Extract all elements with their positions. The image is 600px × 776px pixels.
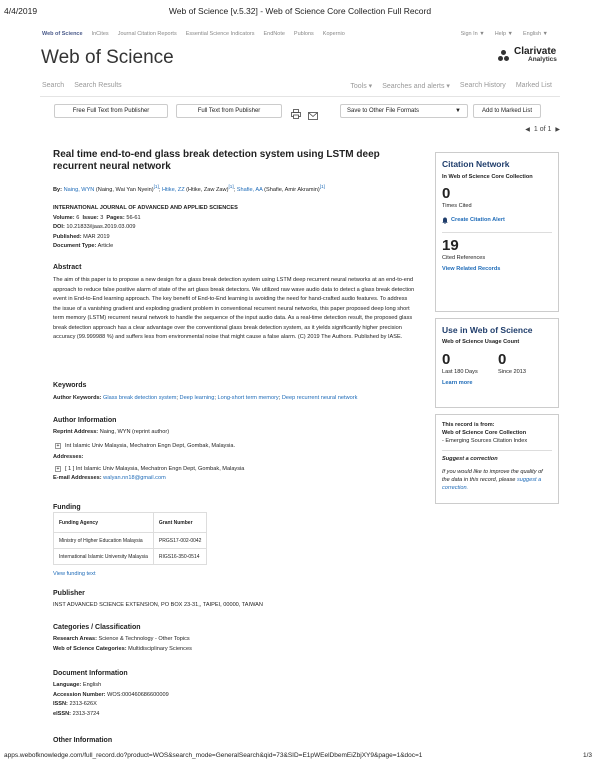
accession-number: Accession Number: WOS:000460686600009	[53, 691, 169, 698]
clarivate-name: Clarivate	[514, 46, 557, 57]
footer-url: apps.webofknowledge.com/full_record.do?product=WOS&search_mode=GeneralSearch&qid=73&SID=E1pWEelDbemEiZbjXY9&page=1&doc=1	[4, 752, 423, 759]
divider	[40, 96, 560, 97]
usage-panel	[435, 318, 559, 408]
publisher-text: INST ADVANCED SCIENCE EXTENSION, PO BOX 23-31,, TAIPEI, 00000, TAIWAN	[53, 602, 263, 608]
reprint-address-line: + Int Islamic Univ Malaysia, Mechatron Engn Dept, Gombak, Malaysia.	[56, 442, 236, 449]
chevron-down-icon: ▼	[455, 108, 461, 114]
usage-subhead: Web of Science Usage Count	[442, 339, 520, 345]
grant-number-header: Grant Number	[153, 513, 207, 533]
sub-navigation	[350, 82, 552, 90]
page-count: 1 of 1	[533, 126, 552, 133]
topnav-esi[interactable]: Essential Science Indicators	[185, 31, 255, 37]
email-addresses: E-mail Addresses: walyan.nn18@gmail.com	[53, 475, 166, 481]
email-icon[interactable]	[308, 107, 318, 125]
abstract-heading: Abstract	[53, 264, 82, 271]
table-row: Ministry of Higher Education Malaysia PRGS17-002-0042	[54, 533, 207, 549]
author-link[interactable]: Htike, ZZ	[161, 186, 185, 193]
print-date: 4/4/2019	[4, 6, 38, 16]
brand-title[interactable]: Web of Science	[41, 47, 174, 68]
keyword-link[interactable]: Long-short term memory	[217, 395, 279, 401]
citation-network-subhead: In Web of Science Core Collection	[442, 174, 533, 180]
address-line: + [ 1 ] Int Islamic Univ Malaysia, Mechatron Engn Dept, Gombak, Malaysia	[56, 465, 245, 472]
eissn: eISSN: 2313-3724	[53, 710, 100, 717]
free-full-text-button[interactable]: Free Full Text from Publisher	[54, 104, 168, 118]
breadcrumb	[42, 82, 122, 89]
topnav-jcr[interactable]: Journal Citation Reports	[117, 31, 177, 37]
language: Language: English	[53, 682, 102, 688]
expand-icon[interactable]: +	[56, 465, 60, 472]
top-navigation	[42, 31, 345, 37]
abstract-text: The aim of this paper is to propose a new design for a glass break detection system using LSTM deep recurrent neural networks at an end-to-end approach to reduce false positive alarm of state of the art glass break detectors. We utilized raw wave audio data to detect a glass break detection event in End-to-End learning approach. The key benefit of End-to-End learning is avoiding the need for hand-crafted audio features. To address the issue of a vanishing gradient and exploding gradient problem in conventional recurrent neural networks, this paper proposed deep long short term memory (LSTM) recurrent neural network to handle the sequence of the input audio data. As a real-time detection result, the proposed glass break detection approach has a clear advantage over the conventional glass break detection system, as it yields significantly higher precision accuracy (99.999988 %) and suffers less from environmental noise that might cause a false alarm. (C) 2019 The Authors. Published by IASE.	[53, 277, 415, 340]
categories-info	[53, 635, 423, 654]
wos-categories: Web of Science Categories: Multidisciplinary Sciences	[53, 645, 192, 652]
topnav-web-of-science[interactable]: Web of Science	[42, 31, 83, 37]
previous-icon[interactable]: ◀	[525, 127, 530, 133]
record-title: Real time end-to-end glass break detection system using LSTM deep recurrent neural network	[53, 149, 380, 172]
export-format-select[interactable]	[340, 104, 468, 118]
create-citation-alert-link[interactable]: Create Citation Alert	[442, 216, 552, 226]
bell-icon	[442, 217, 448, 224]
author-link[interactable]: Shafie, AA	[236, 186, 263, 193]
funding-agency-header: Funding Agency	[54, 513, 154, 533]
usage-heading: Use in Web of Science	[442, 325, 533, 335]
record-from-index: - Emerging Sources Citation Index	[442, 438, 528, 444]
other-info-heading: Other Information	[53, 737, 113, 744]
citation-network-heading: Citation Network	[442, 159, 510, 169]
record-from-label: This record is from:	[442, 422, 495, 428]
table-row: International Islamic University Malaysia RIGS16-350-0514	[54, 549, 207, 565]
categories-heading: Categories / Classification	[53, 624, 141, 631]
source-info	[53, 204, 423, 252]
table-header-row	[54, 513, 207, 533]
since-2013-label: Since 2013	[498, 368, 526, 375]
topnav-kopernio[interactable]: Kopernio	[322, 31, 345, 37]
search-history-link[interactable]: Search History	[459, 82, 506, 89]
footer-page-number: 1/3	[582, 752, 592, 759]
record-pager	[525, 126, 560, 133]
issn: ISSN: 2313-626X	[53, 701, 97, 707]
clarivate-logo[interactable]	[498, 48, 557, 64]
last-180-days-count: 0	[442, 350, 451, 368]
author-keywords: Author Keywords: Glass break detection system; Deep learning; Long-short term memory; Deep recurrent neural network	[53, 395, 358, 401]
times-cited-label: Times Cited	[442, 202, 472, 209]
add-to-marked-list-button[interactable]: Add to Marked List	[473, 104, 541, 118]
keyword-link[interactable]: Deep recurrent neural network	[281, 395, 358, 401]
next-icon[interactable]: ▶	[555, 127, 560, 133]
record-source-panel	[435, 414, 559, 504]
times-cited-count[interactable]: 0	[442, 184, 451, 202]
research-areas: Research Areas: Science & Technology - Other Topics	[53, 636, 190, 642]
addresses-label: Addresses:	[53, 454, 84, 460]
published-date: Published: MAR 2019	[53, 233, 110, 240]
funding-heading: Funding	[53, 504, 81, 511]
view-funding-text-link[interactable]: View funding text	[53, 571, 96, 577]
keyword-link[interactable]: Glass break detection system	[103, 395, 177, 401]
document-info-heading: Document Information	[53, 670, 128, 677]
tools-menu[interactable]: Tools ▾	[350, 83, 373, 90]
suggest-correction-text: If you would like to improve the quality of the data in this record, please suggest a correction.	[442, 468, 543, 491]
top-right-links	[461, 31, 548, 37]
document-info	[53, 681, 423, 719]
last-180-days-label: Last 180 Days	[442, 368, 478, 375]
author-info	[53, 428, 423, 484]
cited-references-count[interactable]: 19	[442, 236, 459, 254]
breadcrumb-search[interactable]: Search	[42, 82, 65, 89]
record-from-collection: Web of Science Core Collection	[442, 430, 527, 436]
author-ref[interactable]: [1]	[153, 184, 159, 189]
publisher-heading: Publisher	[53, 590, 85, 597]
topnav-incites[interactable]: InCites	[91, 31, 109, 37]
searches-alerts-menu[interactable]: Searches and alerts ▾	[382, 83, 450, 90]
citation-network-panel	[435, 152, 559, 312]
print-title: Web of Science [v.5.32] - Web of Science Core Collection Full Record	[168, 6, 432, 16]
keyword-link[interactable]: Deep learning	[179, 395, 215, 401]
document-type: Document Type: Article	[53, 243, 114, 249]
clarivate-sub: Analytics	[528, 56, 557, 63]
reprint-address: Reprint Address: Naing, WYN (reprint author)	[53, 429, 170, 435]
full-text-button[interactable]: Full Text from Publisher	[176, 104, 282, 118]
export-format-value: Save to Other File Formats	[347, 108, 420, 114]
keywords-heading: Keywords	[53, 382, 87, 389]
print-icon[interactable]	[291, 106, 301, 124]
since-2013-count: 0	[498, 350, 507, 368]
author-link[interactable]: Naing, WYN	[63, 186, 95, 193]
email-link[interactable]: walyan.nn18@gmail.com	[103, 475, 166, 481]
author-ref[interactable]: [1]	[319, 184, 325, 189]
authors-line: By: Naing, WYN (Naing, Wai Yan Nyein)[1]; Htike, ZZ (Htike, Zaw Zaw)[1]; Shafie, AA (Shafie, Amir Akramin)[1]	[53, 184, 325, 193]
marked-list-link[interactable]: Marked List	[515, 82, 552, 89]
suggest-correction-heading: Suggest a correction	[442, 456, 498, 462]
expand-icon[interactable]: +	[56, 442, 60, 449]
topnav-endnote[interactable]: EndNote	[263, 31, 285, 37]
cited-references-label: Cited References	[442, 254, 486, 261]
language-menu[interactable]: English ▼	[522, 31, 548, 37]
author-info-heading: Author Information	[53, 417, 117, 424]
doi: DOI: 10.21833/ijaas.2019.03.009	[53, 224, 136, 230]
funding-table	[53, 512, 207, 565]
view-related-records-link[interactable]: View Related Records	[442, 266, 501, 272]
volume-issue-pages: Volume: 6 Issue: 3 Pages: 56-61	[53, 214, 141, 221]
topnav-publons[interactable]: Publons	[293, 31, 314, 37]
sign-in-menu[interactable]: Sign In ▼	[460, 31, 485, 37]
learn-more-link[interactable]: Learn more	[442, 380, 473, 386]
journal-name[interactable]: INTERNATIONAL JOURNAL OF ADVANCED AND APPLIED SCIENCES	[53, 205, 238, 211]
suggest-correction-link[interactable]: suggest a correction.	[442, 476, 542, 491]
help-menu[interactable]: Help ▼	[494, 31, 513, 37]
breadcrumb-search-results[interactable]: Search Results	[74, 82, 122, 89]
clarivate-icon	[498, 50, 510, 62]
author-ref[interactable]: [1]	[228, 184, 234, 189]
